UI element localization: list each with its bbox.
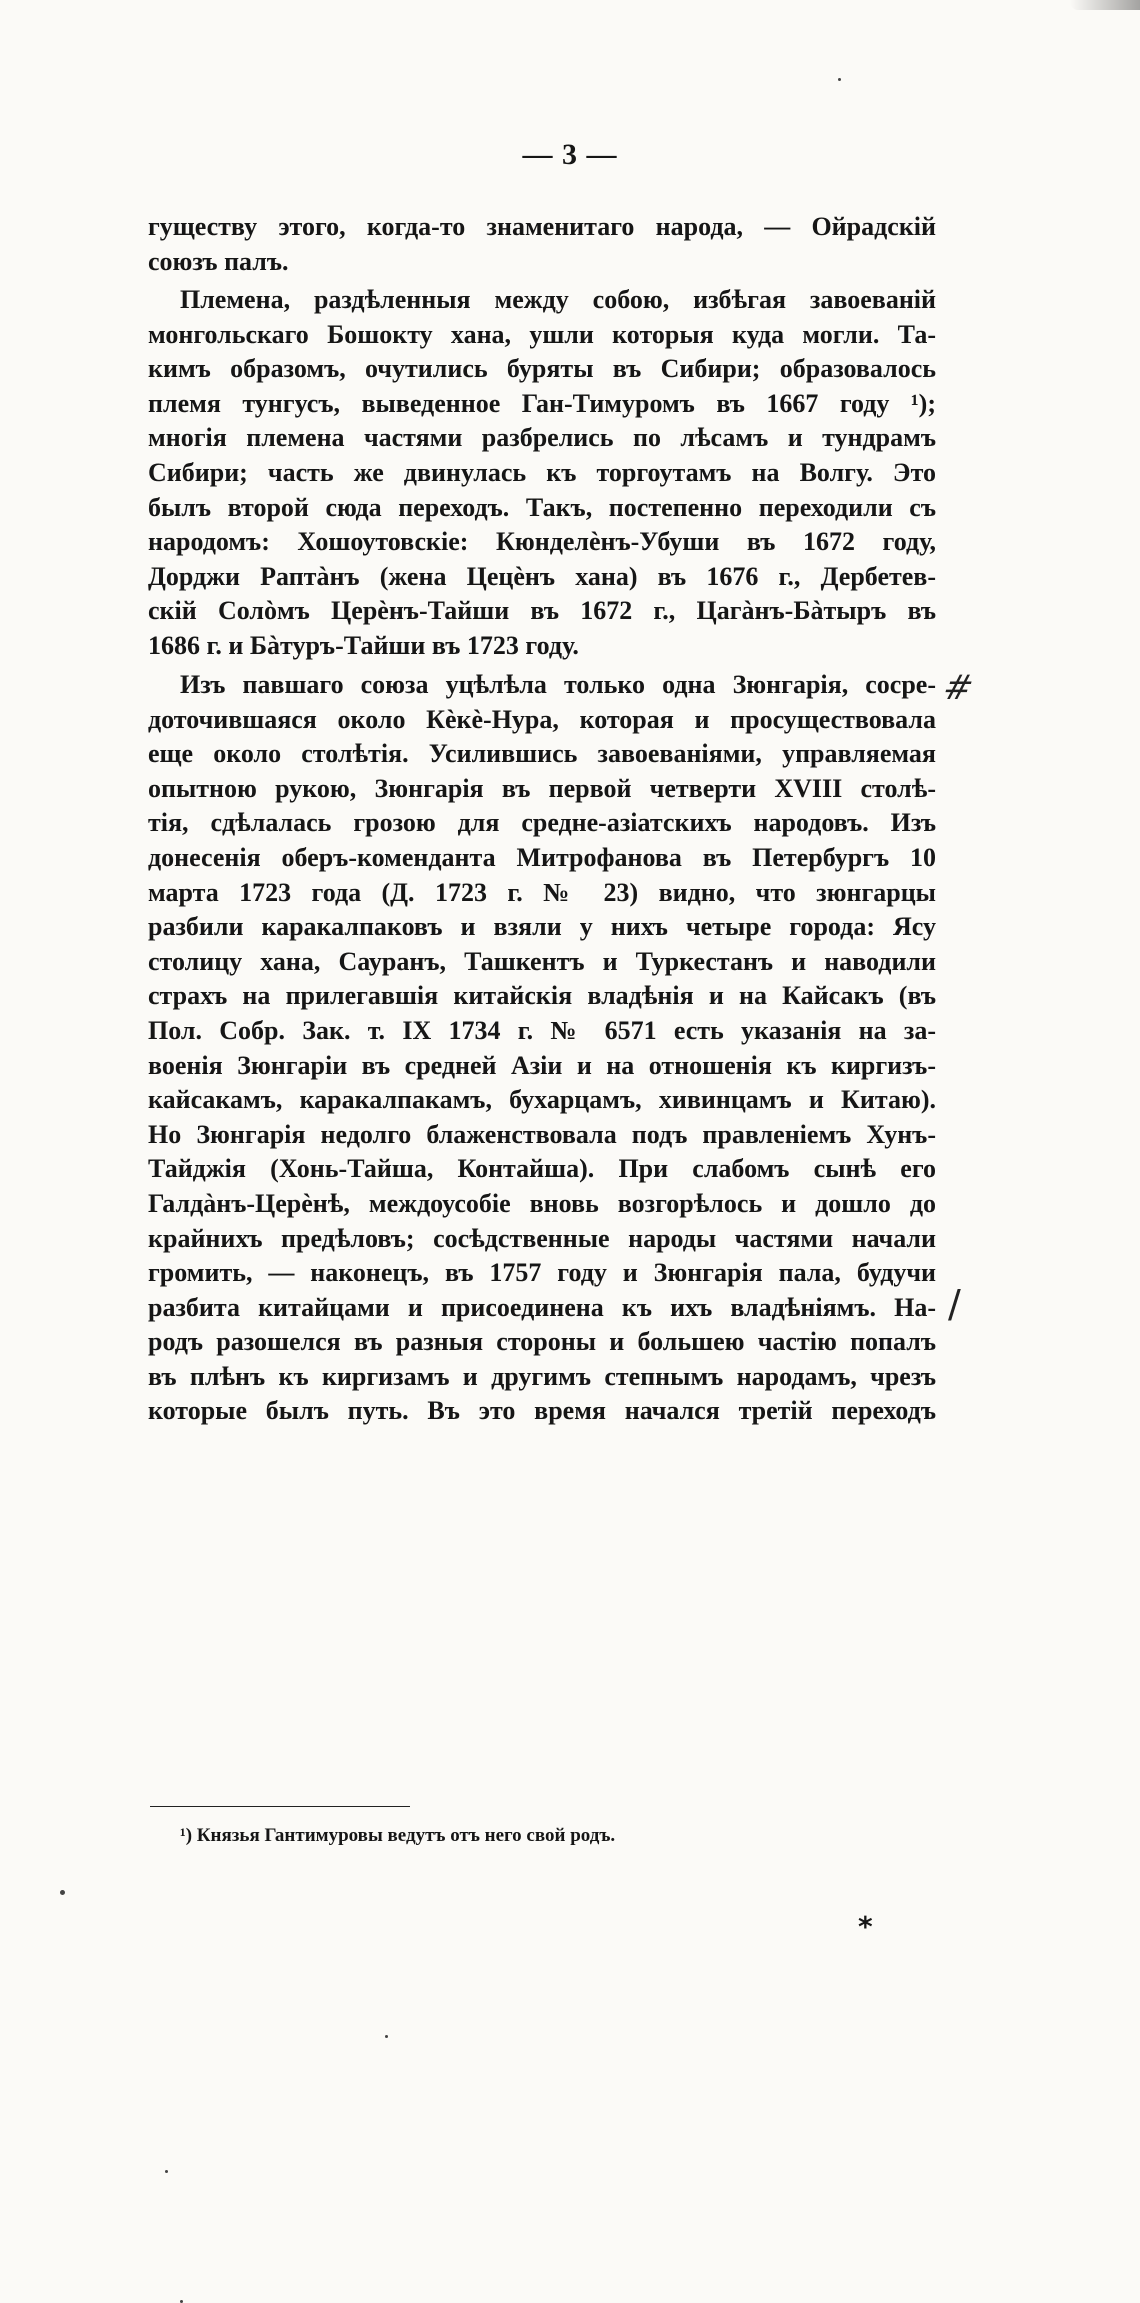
text-line: въ плѣнъ къ киргизамъ и другимъ степнымъ народамъ, чрезъ	[148, 1361, 936, 1391]
text-line: донесенія оберъ-коменданта Митрофанова въ Петербургъ 10	[148, 842, 936, 872]
text-line: тія, сдѣлалась грозою для средне-азіатскихъ народовъ. Изъ	[148, 808, 936, 838]
text-line: кимъ образомъ, очутились буряты въ Сибири; образовалось	[148, 354, 936, 384]
text-line: Дорджи Раптàнъ (жена Цецѐнъ хана) въ 1676 г., Дербетев-	[148, 561, 936, 591]
footnote-marker: ¹)	[180, 1825, 193, 1846]
speck	[385, 2035, 388, 2038]
page-stamp: *	[858, 1910, 873, 1943]
text-line: племя тунгусъ, выведенное Ган-Тимуромъ въ 1667 году ¹);	[148, 388, 936, 418]
text-line: марта 1723 года (Д. 1723 г. № 23) видно, что зюнгарцы	[148, 877, 936, 907]
paragraph-dzungaria	[148, 668, 936, 1429]
paragraph-continuation	[148, 210, 936, 279]
text-line: опытною рукою, Зюнгарія въ первой четверти XVIII столѣ-	[148, 773, 936, 803]
text-line: родъ разошелся въ разныя стороны и большею частію попалъ	[148, 1327, 936, 1357]
text-line: гуществу этого, когда-то знаменитаго народа, — Ойрадскій	[148, 212, 936, 241]
text-line: союзъ палъ.	[148, 246, 289, 276]
text-line: монгольскаго Бошокту хана, ушли которыя куда могли. Та-	[148, 319, 936, 349]
text-line: Пол. Собр. Зак. т. IX 1734 г. № 6571 есть указанія на за-	[148, 1015, 936, 1045]
text-line: 1686 г. и Бàтуръ-Тайши въ 1723 году.	[148, 630, 579, 660]
text-line: которые былъ путь. Въ это время начался третій переходъ	[148, 1396, 936, 1426]
text-line: народомъ: Хошоутовскіе: Кюнделѐнъ-Убуши въ 1672 году,	[148, 527, 936, 557]
text-line: страхъ на прилегавшія китайскія владѣнія и на Кайсакъ (въ	[148, 981, 936, 1011]
footnote-rule	[150, 1806, 410, 1807]
text-line: былъ второй сюда переходъ. Такъ, постепенно переходили съ	[148, 492, 936, 522]
text-line: разбита китайцами и присоединена къ ихъ владѣніямъ. На-	[148, 1292, 936, 1322]
margin-mark-lower: /	[948, 1282, 961, 1326]
text-line: Сибири; часть же двинулась къ торгоутамъ на Волгу. Это	[148, 457, 936, 487]
text-line: крайнихъ предѣловъ; сосѣдственные народы частями начали	[148, 1223, 936, 1253]
text-line: Племена, раздѣленныя между собою, избѣгая завоеваній	[180, 285, 936, 314]
text-line: скій Солòмъ Церѐнъ-Тайши въ 1672 г., Цагàнъ-Бàтыръ въ	[148, 596, 936, 626]
text-line: военія Зюнгаріи въ средней Азіи и на отношенія къ киргизъ-	[148, 1050, 936, 1080]
text-line: кайсакамъ, каракалпакамъ, бухарцамъ, хивинцамъ и Китаю).	[148, 1085, 936, 1115]
text-line: громить, — наконецъ, въ 1757 году и Зюнгарія пала, будучи	[148, 1258, 936, 1288]
footnote	[180, 1825, 615, 1847]
text-line: доточившаяся около Кѐкѐ-Нура, которая и просуществовала	[148, 704, 936, 734]
page-number: — 3 —	[522, 138, 618, 171]
text-line: Но Зюнгарія недолго блаженствовала подъ правленіемъ Хунъ-	[148, 1119, 936, 1149]
footnote-text: Князья Гантимуровы ведутъ отъ него свой родъ.	[196, 1825, 616, 1846]
speck	[165, 2170, 168, 2173]
text-line: Галдàнъ-Церѐнѣ, междоусобіе вновь возгорѣлось и дошло до	[148, 1188, 936, 1218]
paragraph-tribes	[148, 283, 936, 664]
speck	[838, 78, 841, 81]
text-line: Изъ павшаго союза уцѣлѣла только одна Зюнгарія, сосре-	[180, 670, 936, 699]
text-line: еще около столѣтія. Усилившись завоеваніями, управляемая	[148, 739, 936, 769]
speck	[60, 1890, 65, 1895]
text-line: разбили каракалпаковъ и взяли у нихъ четыре города: Ясу	[148, 912, 936, 942]
text-line: многія племена частями разбрелись по лѣсамъ и тундрамъ	[148, 423, 936, 453]
corner-smudge	[1070, 0, 1140, 10]
margin-mark-upper: #	[938, 668, 978, 708]
text-line: столицу хана, Сауранъ, Ташкентъ и Туркестанъ и наводили	[148, 946, 936, 976]
text-line: Тайджія (Хонь-Тайша, Контайша). При слабомъ сынѣ его	[148, 1154, 936, 1184]
